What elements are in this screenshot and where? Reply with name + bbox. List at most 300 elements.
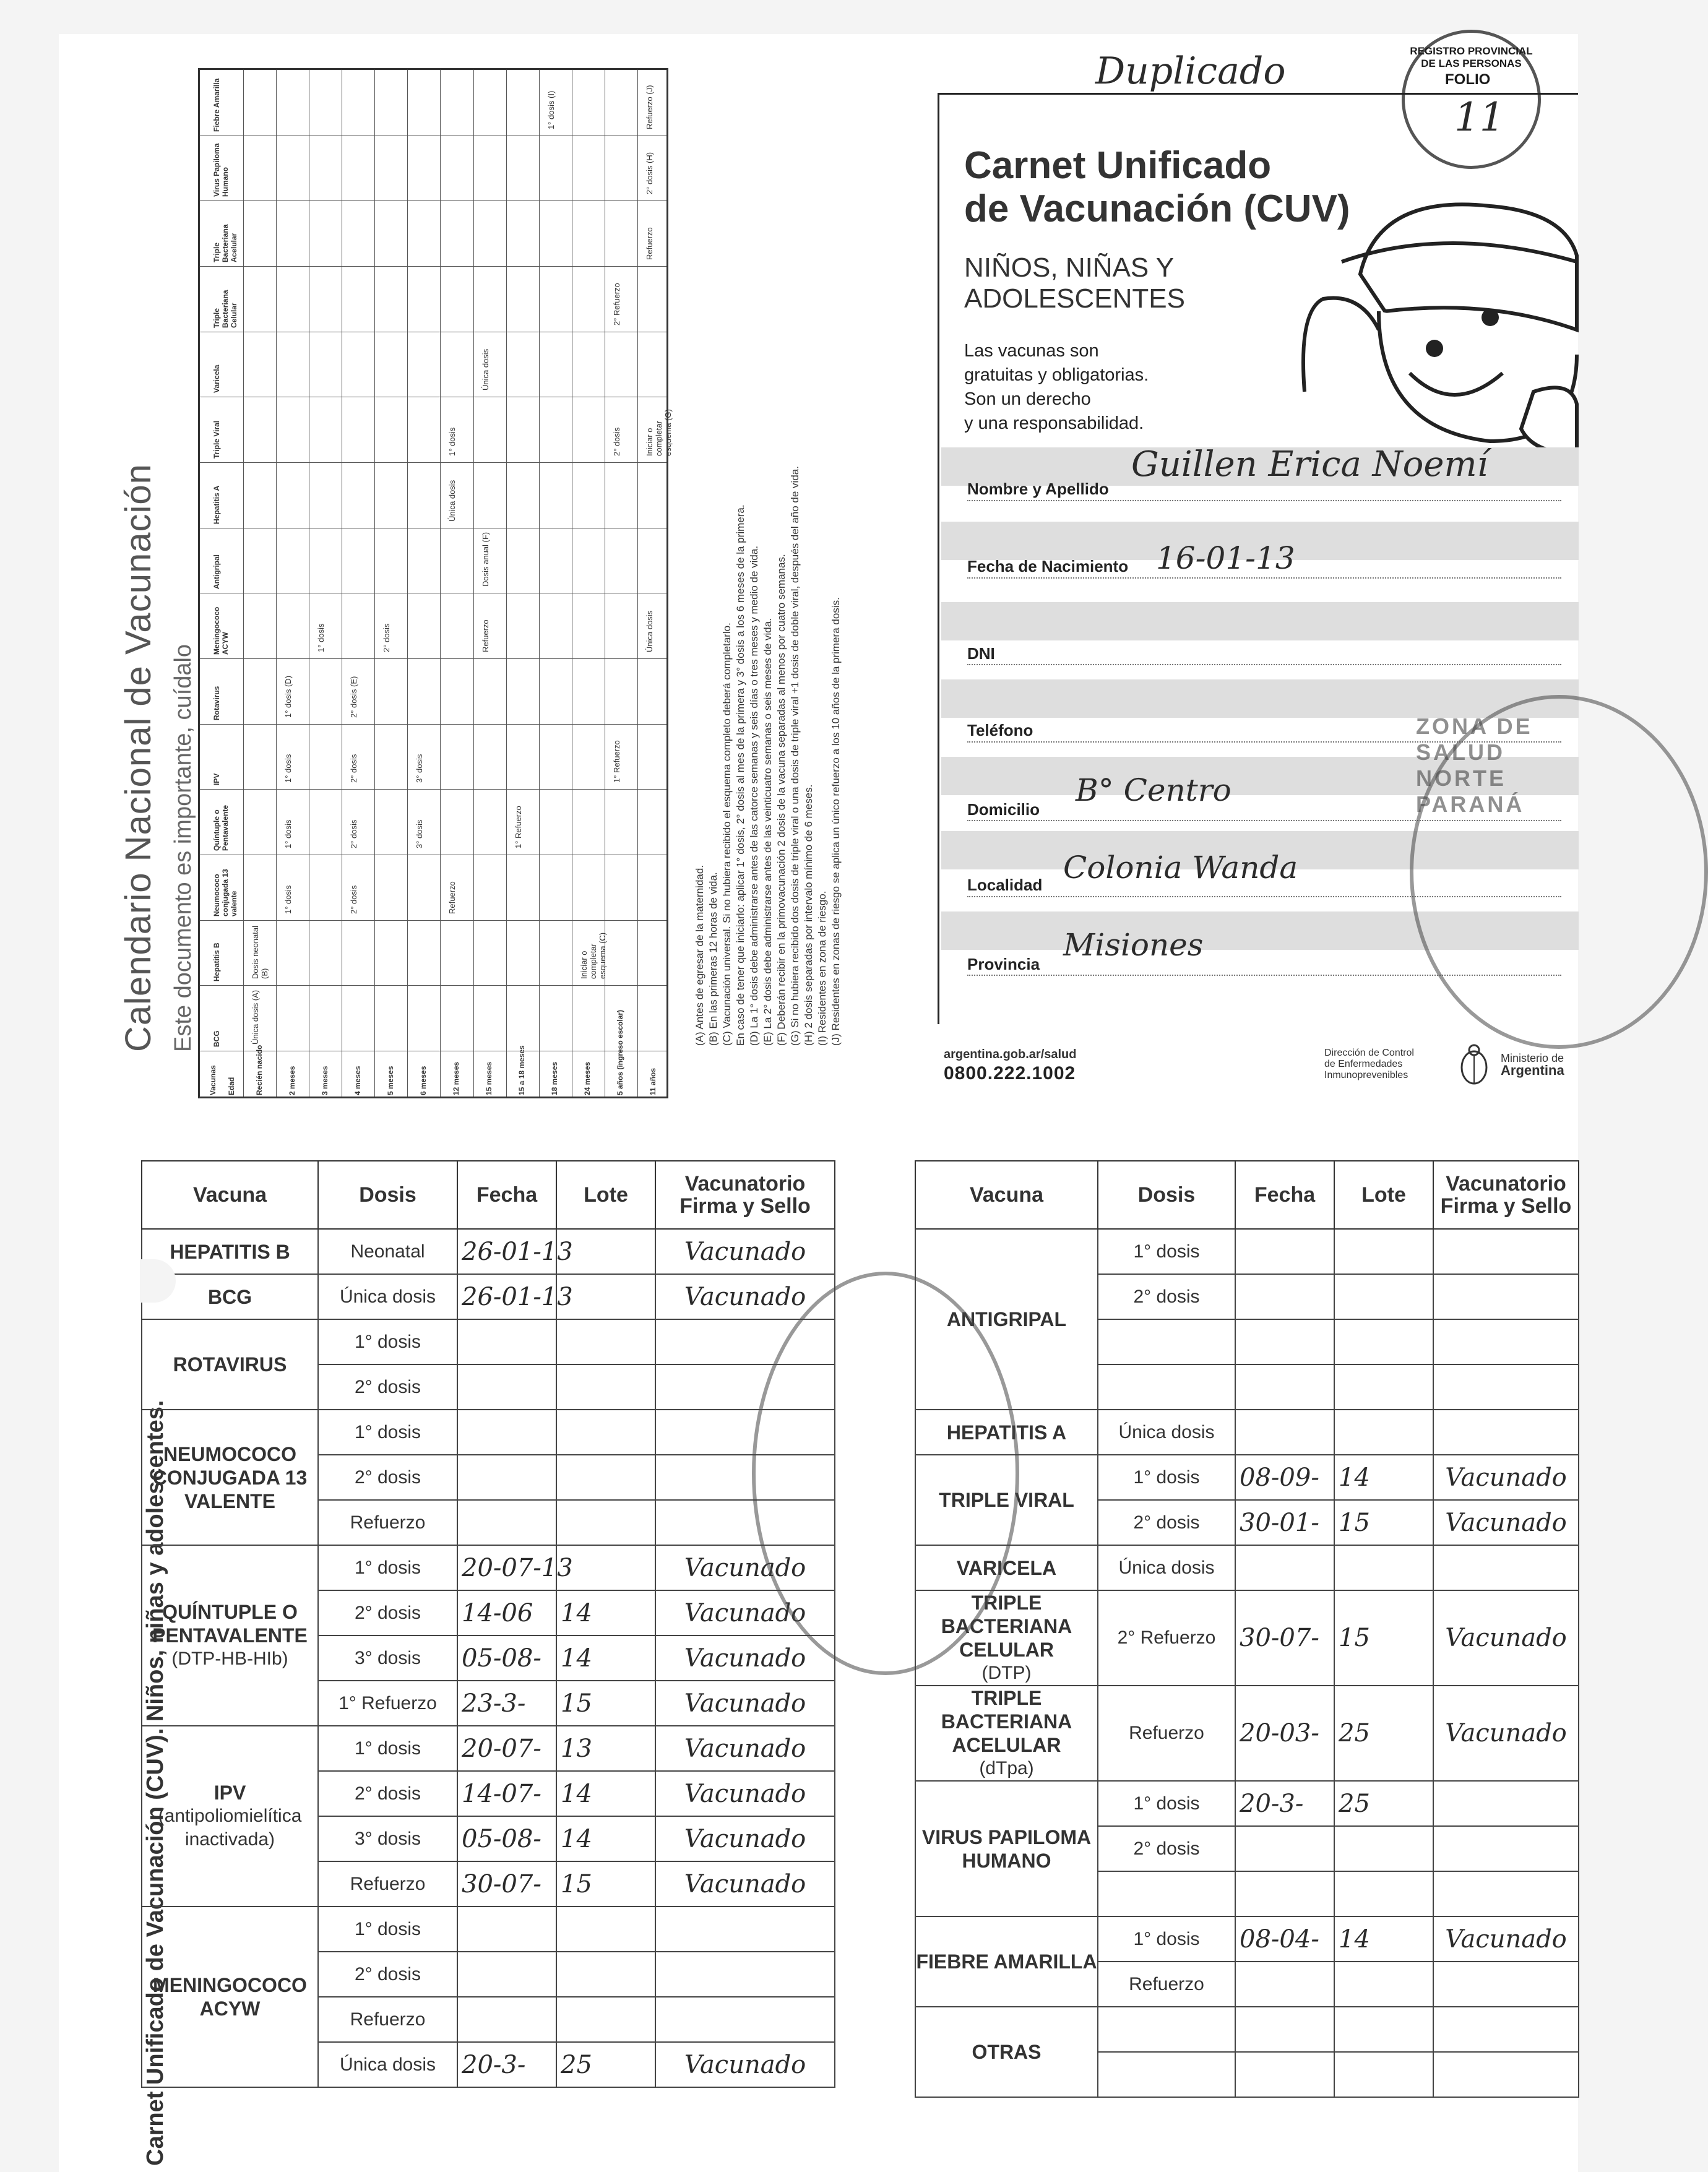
calendar-vaccine-header: BCG (212, 1030, 221, 1047)
date-cell[interactable] (1235, 1229, 1334, 1274)
phone-label: Teléfono (967, 721, 1033, 739)
vaccine-subtitle: (antipoliomielítica inactivada) (158, 1806, 302, 1850)
calendar-cell: 1° dosis (283, 819, 293, 848)
date-cell[interactable] (457, 1907, 556, 1952)
dose-cell: 1° dosis (1098, 1781, 1235, 1826)
calendar-vaccine-header: Triple Bacteriana Acelular (212, 224, 238, 262)
vaccine-name-cell (142, 1545, 318, 1726)
lote-cell[interactable]: 15 (556, 1861, 655, 1907)
dose-cell: 1° dosis (318, 1319, 457, 1364)
calendar-col-line (539, 70, 540, 1097)
vaccine-table-right (915, 1160, 1579, 2098)
date-cell[interactable] (457, 1410, 556, 1455)
signature-cell[interactable] (1433, 1545, 1579, 1590)
calendar-age-header: 3 meses (320, 1066, 329, 1095)
direction-line: de Enfermedades (1324, 1059, 1403, 1069)
table-row (142, 1319, 835, 1364)
card-message-line: Son un derecho (964, 389, 1091, 409)
calendar-corner-vacunas: Vacunas (209, 1065, 217, 1095)
calendar-cell: 2° dosis (349, 885, 359, 914)
col-header-fecha: Fecha (1235, 1161, 1334, 1229)
date-cell[interactable]: 30-01- (1235, 1500, 1334, 1545)
signature-cell[interactable] (655, 1907, 835, 1952)
lote-cell[interactable]: 14 (556, 1635, 655, 1681)
calendar-cell: Dosis neonatal (B) (251, 926, 269, 980)
signature-cell[interactable] (1433, 2052, 1579, 2097)
col-header-dosis: Dosis (318, 1161, 457, 1229)
card-message (964, 339, 1149, 436)
calendar-row-line (200, 724, 666, 725)
date-cell[interactable]: 20-07- (457, 1726, 556, 1771)
table-row (915, 1229, 1579, 1274)
vaccine-name: QUÍNTUPLE O PENTAVALENTE (152, 1601, 308, 1647)
calendar-cell: Iniciar o completar esquema (G) (644, 409, 673, 456)
duplicate-note: Duplicado (1095, 50, 1286, 93)
signature-cell[interactable]: Vacunado (655, 1635, 835, 1681)
signature-cell[interactable] (1433, 1962, 1579, 2007)
date-cell[interactable] (457, 1952, 556, 1997)
signature-cell[interactable] (1433, 1229, 1579, 1274)
signature-cell[interactable]: Vacunado (655, 1590, 835, 1635)
date-cell[interactable] (1235, 1319, 1334, 1364)
date-cell[interactable]: 14-06 (457, 1590, 556, 1635)
signature-cell[interactable] (655, 1952, 835, 1997)
calendar-cell: 1° Refuerzo (611, 740, 621, 783)
calendar-col-line (473, 70, 474, 1097)
calendar-vaccine-header: Antigripal (212, 554, 221, 590)
calendar-cell: 2° dosis (611, 427, 621, 456)
vaccine-name-cell (142, 1319, 318, 1410)
card-subtitle (964, 252, 1185, 314)
dose-cell: Refuerzo (1098, 1962, 1235, 2007)
col-header-vacunatorio-line-2: Firma y Sello (1440, 1194, 1572, 1218)
vaccine-name: TRIPLE BACTERIANA ACELULAR (941, 1687, 1072, 1756)
calendar-age-header: 12 meses (452, 1061, 460, 1095)
calendar-title: Calendario Nacional de Vacunación (118, 463, 158, 1052)
date-cell[interactable]: 20-3- (457, 2042, 556, 2087)
name-line (967, 500, 1561, 501)
calendar-col-line (243, 70, 244, 1097)
lote-cell[interactable]: 14 (556, 1816, 655, 1861)
lote-cell[interactable]: 14 (1334, 1455, 1433, 1500)
dose-cell: 2° dosis (318, 1455, 457, 1500)
name-value[interactable]: Guillen Erica Noemí (1131, 444, 1488, 485)
vaccine-name-cell (915, 1916, 1098, 2007)
calendar-cell: 1° dosis (I) (546, 90, 556, 129)
dob-label: Fecha de Nacimiento (967, 557, 1129, 575)
signature-cell[interactable] (1433, 1410, 1579, 1455)
dose-cell: Única dosis (1098, 1545, 1235, 1590)
health-zone-stamp-text: ZONA DE SALUD NORTE PARANÁ (1416, 713, 1533, 817)
date-cell[interactable]: 23-3- (457, 1681, 556, 1726)
dose-cell: Refuerzo (318, 1500, 457, 1545)
calendar-grid (198, 68, 673, 1098)
signature-cell[interactable] (1433, 2007, 1579, 2052)
vaccine-name-cell (915, 1781, 1098, 1916)
dose-cell: 2° dosis (318, 1952, 457, 1997)
dose-cell: Refuerzo (318, 1861, 457, 1907)
calendar-note: (E) La 2° dosis debe administrarse antes de las veinticuatro semanas o seis meses de vida. (762, 618, 774, 1046)
vaccine-name: ROTAVIRUS (173, 1353, 287, 1376)
col-header-vacuna: Vacuna (142, 1161, 318, 1229)
calendar-cell: Única dosis (644, 610, 654, 652)
vaccine-name-cell (915, 2007, 1098, 2097)
dose-cell: 2° dosis (318, 1590, 457, 1635)
date-cell[interactable] (1235, 1410, 1334, 1455)
vaccine-name: IPV (214, 1782, 246, 1804)
vaccine-name: NEUMOCOCO CONJUGADA 13 VALENTE (152, 1442, 308, 1512)
calendar-cell: 2° dosis (349, 819, 359, 848)
dose-cell: 2° dosis (318, 1364, 457, 1410)
province-value[interactable]: Misiones (1063, 927, 1204, 963)
date-cell[interactable]: 08-04- (1235, 1916, 1334, 1962)
lote-cell[interactable] (556, 1410, 655, 1455)
vaccine-name: TRIPLE BACTERIANA CELULAR (941, 1592, 1072, 1661)
ministry-line: Ministerio de (1501, 1052, 1564, 1064)
signature-cell[interactable] (1433, 1871, 1579, 1916)
calendar-col-line (407, 70, 408, 1097)
dose-cell (1098, 1871, 1235, 1916)
date-cell[interactable]: 14-07- (457, 1771, 556, 1816)
signature-cell[interactable]: Vacunado (655, 1681, 835, 1726)
calendar-cell: Refuerzo (447, 881, 457, 914)
signature-cell[interactable]: Vacunado (655, 1771, 835, 1816)
date-cell[interactable] (457, 1319, 556, 1364)
lote-cell[interactable] (1334, 1871, 1433, 1916)
lote-cell[interactable] (556, 1952, 655, 1997)
calendar-cell: 3° dosis (415, 819, 425, 848)
dose-cell: 2° Refuerzo (1098, 1590, 1235, 1686)
lote-cell[interactable]: 15 (1334, 1500, 1433, 1545)
calendar-age-header: 15 a 18 meses (517, 1045, 527, 1095)
signature-cell[interactable]: Vacunado (655, 1545, 835, 1590)
lote-cell[interactable] (1334, 1319, 1433, 1364)
folio-number: 11 (1454, 95, 1505, 140)
card-subtitle-line-2: ADOLESCENTES (964, 283, 1185, 314)
calendar-age-header: 5 meses (386, 1066, 395, 1095)
date-cell[interactable] (1235, 2007, 1334, 2052)
date-cell[interactable] (1235, 1871, 1334, 1916)
calendar-age-header: 5 años (ingreso escolar) (616, 1009, 625, 1095)
signature-cell[interactable]: Vacunado (655, 1816, 835, 1861)
vaccine-name: VARICELA (956, 1556, 1057, 1579)
date-cell[interactable] (1235, 1274, 1334, 1319)
vaccine-name: HEPATITIS B (170, 1240, 290, 1263)
signature-cell[interactable]: Vacunado (1433, 1916, 1579, 1962)
col-header-dosis: Dosis (1098, 1161, 1235, 1229)
calendar-cell: Iniciar o completar esquema (C) (579, 933, 607, 980)
hotline-number: 0800.222.1002 (944, 1063, 1076, 1084)
calendar-col-line (506, 70, 507, 1097)
calendar-note: (I) Residentes en zona de riesgo. (816, 890, 828, 1046)
calendar-cell: Única dosis (447, 480, 457, 522)
date-cell[interactable]: 20-3- (1235, 1781, 1334, 1826)
vaccine-name: OTRAS (972, 2041, 1042, 2063)
address-label: Domicilio (967, 800, 1040, 819)
calendar-cell: 1° dosis (283, 754, 293, 783)
calendar-cell: Refuerzo (644, 227, 654, 260)
coat-of-arms-icon (1457, 1043, 1491, 1086)
calendar-age-header: 2 meses (287, 1066, 296, 1095)
signature-cell[interactable]: Vacunado (655, 1726, 835, 1771)
calendar-vaccine-header: Hepatitis B (212, 942, 221, 982)
cuv-card (938, 93, 1578, 1024)
col-header-vacunatorio-line-2: Firma y Sello (679, 1194, 811, 1218)
dose-cell: 3° dosis (318, 1816, 457, 1861)
signature-cell[interactable]: Vacunado (1433, 1500, 1579, 1545)
calendar-col-line (637, 70, 638, 1097)
province-label: Provincia (967, 955, 1040, 973)
date-cell[interactable] (457, 1364, 556, 1410)
dose-cell (1098, 1364, 1235, 1410)
date-cell[interactable] (1235, 1545, 1334, 1590)
dose-cell (1098, 2007, 1235, 2052)
calendar-age-header: 15 meses (485, 1061, 494, 1095)
table-row (142, 1229, 835, 1274)
locality-value[interactable]: Colonia Wanda (1063, 850, 1298, 886)
date-cell[interactable] (1235, 1364, 1334, 1410)
card-message-line: gratuitas y obligatorias. (964, 365, 1149, 385)
dose-cell: 1° dosis (1098, 1229, 1235, 1274)
card-message-line: Las vacunas son (964, 341, 1099, 361)
lote-cell[interactable] (1334, 2052, 1433, 2097)
date-cell[interactable] (457, 1500, 556, 1545)
vaccine-name: FIEBRE AMARILLA (916, 1950, 1097, 1973)
vaccine-name-cell (142, 1410, 318, 1545)
calendar-age-header: 4 meses (353, 1066, 362, 1095)
lote-cell[interactable] (1334, 1364, 1433, 1410)
calendar-cell: 2° dosis (E) (349, 676, 359, 718)
table-row (915, 1916, 1579, 1962)
lote-cell[interactable] (1334, 1545, 1433, 1590)
date-cell[interactable]: 30-07- (1235, 1590, 1334, 1686)
vaccination-stamp (752, 1272, 1019, 1675)
direction-line: Dirección de Control (1324, 1048, 1414, 1058)
lote-cell[interactable] (556, 1319, 655, 1364)
calendar-col-line (276, 70, 277, 1097)
col-header-lote: Lote (1334, 1161, 1433, 1229)
lote-cell[interactable] (556, 1455, 655, 1500)
card-message-line: y una responsabilidad. (964, 413, 1144, 433)
lote-cell[interactable] (1334, 1826, 1433, 1871)
lote-cell[interactable]: 14 (556, 1590, 655, 1635)
signature-cell[interactable] (1433, 1826, 1579, 1871)
table-row (142, 1274, 835, 1319)
calendar-vaccine-header: Neumococo conjugada 13 valente (212, 868, 238, 916)
dose-cell: 1° Refuerzo (318, 1681, 457, 1726)
locality-label: Localidad (967, 876, 1043, 894)
calendar-row-line (200, 266, 666, 267)
table-row (142, 1410, 835, 1455)
table-row (142, 1907, 835, 1952)
calendar-cell: 1° dosis (283, 885, 293, 914)
calendar-cell: 1° dosis (447, 427, 457, 456)
vaccine-name: MENINGOCOCO ACYW (153, 1974, 307, 2020)
vaccine-name: ANTIGRIPAL (946, 1308, 1067, 1330)
website-link[interactable]: argentina.gob.ar/salud (944, 1048, 1077, 1061)
table-row (142, 1726, 835, 1771)
calendar-vaccine-header: Hepatitis A (212, 485, 221, 524)
lote-cell[interactable]: 14 (1334, 1916, 1433, 1962)
calendar-cell: 2° dosis (349, 754, 359, 783)
lote-cell[interactable] (556, 1997, 655, 2042)
lote-cell[interactable] (1334, 1962, 1433, 2007)
date-cell[interactable]: 30-07- (457, 1861, 556, 1907)
lote-cell[interactable] (556, 1907, 655, 1952)
col-header-lote: Lote (556, 1161, 655, 1229)
calendar-age-header: 6 meses (418, 1066, 428, 1095)
dose-cell: 1° dosis (1098, 1916, 1235, 1962)
calendar-cell: Refuerzo (J) (644, 85, 654, 129)
calendar-row-line (200, 920, 666, 921)
dose-cell: 2° dosis (318, 1771, 457, 1816)
date-cell[interactable] (1235, 1826, 1334, 1871)
folio-ring-text: REGISTRO PROVINCIAL DE LAS PERSONAS (1410, 45, 1533, 69)
date-cell[interactable] (457, 1997, 556, 2042)
dose-cell: 2° dosis (1098, 1274, 1235, 1319)
vaccine-subtitle: (DTP) (981, 1663, 1032, 1683)
lote-cell[interactable]: 25 (1334, 1781, 1433, 1826)
lote-cell[interactable]: 15 (556, 1681, 655, 1726)
vaccine-name: TRIPLE VIRAL (939, 1489, 1074, 1511)
lote-cell[interactable] (1334, 1229, 1433, 1274)
dose-cell: Refuerzo (318, 1997, 457, 2042)
signature-cell[interactable] (1433, 1781, 1579, 1826)
signature-cell[interactable] (1433, 1274, 1579, 1319)
col-header-vacunatorio-line-1: Vacunatorio (1446, 1172, 1566, 1196)
dose-cell: 2° dosis (1098, 1500, 1235, 1545)
dose-cell: Única dosis (318, 1274, 457, 1319)
signature-cell[interactable]: Vacunado (655, 1229, 835, 1274)
vaccine-name-cell (142, 1907, 318, 2087)
lote-cell[interactable]: 25 (1334, 1686, 1433, 1781)
table-row (915, 1545, 1579, 1590)
lote-cell[interactable]: 15 (1334, 1590, 1433, 1686)
dob-value[interactable]: 16-01-13 (1156, 540, 1295, 576)
dose-cell: Única dosis (318, 2042, 457, 2087)
calendar-cell: 1° dosis (D) (283, 675, 293, 718)
col-header-fecha: Fecha (457, 1161, 556, 1229)
calendar-cell: Refuerzo (480, 619, 490, 652)
lote-cell[interactable] (1334, 1274, 1433, 1319)
date-cell[interactable]: 05-08- (457, 1816, 556, 1861)
calendar-note: (A) Antes de egresar de la maternidad. (694, 865, 705, 1046)
calendar-vaccine-header: Triple Viral (212, 420, 221, 459)
lote-cell[interactable]: 13 (556, 1726, 655, 1771)
calendar-note: (C) Vacunación universal. Si no hubiera recibido el esquema completo deberá completarlo. (721, 623, 733, 1046)
date-cell[interactable]: 26-01-13 (457, 1274, 556, 1319)
vaccine-name-cell (915, 1686, 1098, 1781)
date-cell[interactable]: 20-07-13 (457, 1545, 556, 1590)
date-cell[interactable]: 08-09- (1235, 1455, 1334, 1500)
lote-cell[interactable] (556, 1500, 655, 1545)
date-cell[interactable] (457, 1455, 556, 1500)
dose-cell: 1° dosis (1098, 1455, 1235, 1500)
date-cell[interactable]: 26-01-13 (457, 1229, 556, 1274)
calendar-age-header: 24 meses (583, 1061, 592, 1095)
calendar-subtitle: Este documento es importante, cuídalo (170, 644, 196, 1052)
calendar-cell: 2° dosis (H) (644, 152, 654, 195)
calendar-cell: 2° Refuerzo (611, 282, 621, 325)
child-illustration (1286, 169, 1577, 454)
field-band (941, 602, 1579, 640)
vaccine-table-left (141, 1160, 835, 2088)
card-title-line-2: de Vacunación (CUV) (964, 187, 1350, 230)
ministry-country: Argentina (1501, 1062, 1564, 1078)
signature-cell[interactable] (1433, 1319, 1579, 1364)
calendar-cell: 3° dosis (415, 754, 425, 783)
vaccine-name: HEPATITIS A (946, 1421, 1067, 1444)
calendar-row-line (200, 200, 666, 201)
calendar-notes (693, 80, 843, 1046)
direction-line: Inmunoprevenibles (1324, 1070, 1408, 1080)
signature-cell[interactable]: Vacunado (1433, 1455, 1579, 1500)
card-title-line-1: Carnet Unificado (964, 144, 1272, 187)
name-label: Nombre y Apellido (967, 480, 1109, 498)
signature-cell[interactable] (655, 1997, 835, 2042)
dose-cell: 1° dosis (318, 1410, 457, 1455)
card-subtitle-line-1: NIÑOS, NIÑAS Y (964, 252, 1175, 283)
calendar-cell: Única dosis (A) (251, 989, 260, 1045)
calendar-corner-edad: Edad (227, 1077, 236, 1095)
address-value[interactable]: B° Centro (1076, 772, 1231, 808)
signature-cell[interactable]: Vacunado (1433, 1590, 1579, 1686)
side-title: Carnet Unificado de Vacunación (CUV). Niños, niñas y adolescentes. (142, 1400, 168, 2166)
lote-cell[interactable] (1334, 2007, 1433, 2052)
calendar-col-line (440, 70, 441, 1097)
calendar-row-line (200, 658, 666, 659)
table-row (915, 1590, 1579, 1686)
dose-cell (1098, 1319, 1235, 1364)
lote-cell[interactable] (556, 1364, 655, 1410)
dni-line (967, 664, 1561, 665)
calendar-vaccine-header: Rotavirus (212, 686, 221, 720)
date-cell[interactable] (1235, 1962, 1334, 2007)
calendar-age-header: Recién nacido (254, 1045, 264, 1095)
calendar-vaccine-header: Quíntuple o Pentavalente (212, 804, 230, 851)
dose-cell (1098, 2052, 1235, 2097)
calendar-note: (D) La 1° dosis debe administrarse antes de las catorce semanas y seis días o tres meses y medio de vida. (748, 545, 760, 1046)
direction-text (1324, 1048, 1414, 1081)
dob-line (967, 577, 1561, 579)
table-row (142, 1545, 835, 1590)
calendar-cell: 2° dosis (382, 623, 392, 652)
vaccine-subtitle: (dTpa) (979, 1758, 1034, 1778)
calendar-age-header: 18 meses (550, 1061, 559, 1095)
calendar-note: (J) Residentes en zonas de riesgo se aplica un único refuerzo a los 10 años de la primera dosis. (830, 597, 842, 1046)
signature-cell[interactable]: Vacunado (655, 1861, 835, 1907)
dose-cell: 1° dosis (318, 1726, 457, 1771)
col-header-vacuna: Vacuna (915, 1161, 1098, 1229)
signature-cell[interactable] (1433, 1364, 1579, 1410)
signature-cell[interactable]: Vacunado (655, 1274, 835, 1319)
signature-cell[interactable]: Vacunado (1433, 1686, 1579, 1781)
lote-cell[interactable] (1334, 1410, 1433, 1455)
dose-cell: 1° dosis (318, 1907, 457, 1952)
dose-cell: Neonatal (318, 1229, 457, 1274)
calendar-row-line (200, 462, 666, 463)
lote-cell[interactable]: 25 (556, 2042, 655, 2087)
folio-label: FOLIO (1445, 71, 1491, 88)
lote-cell[interactable]: 14 (556, 1771, 655, 1816)
signature-cell[interactable]: Vacunado (655, 2042, 835, 2087)
date-cell[interactable]: 20-03- (1235, 1686, 1334, 1781)
dose-cell: Refuerzo (1098, 1686, 1235, 1781)
date-cell[interactable] (1235, 2052, 1334, 2097)
calendar-vaccine-header: Triple Bacteriana Celular (212, 290, 238, 328)
date-cell[interactable]: 05-08- (457, 1635, 556, 1681)
dose-cell: 3° dosis (318, 1635, 457, 1681)
